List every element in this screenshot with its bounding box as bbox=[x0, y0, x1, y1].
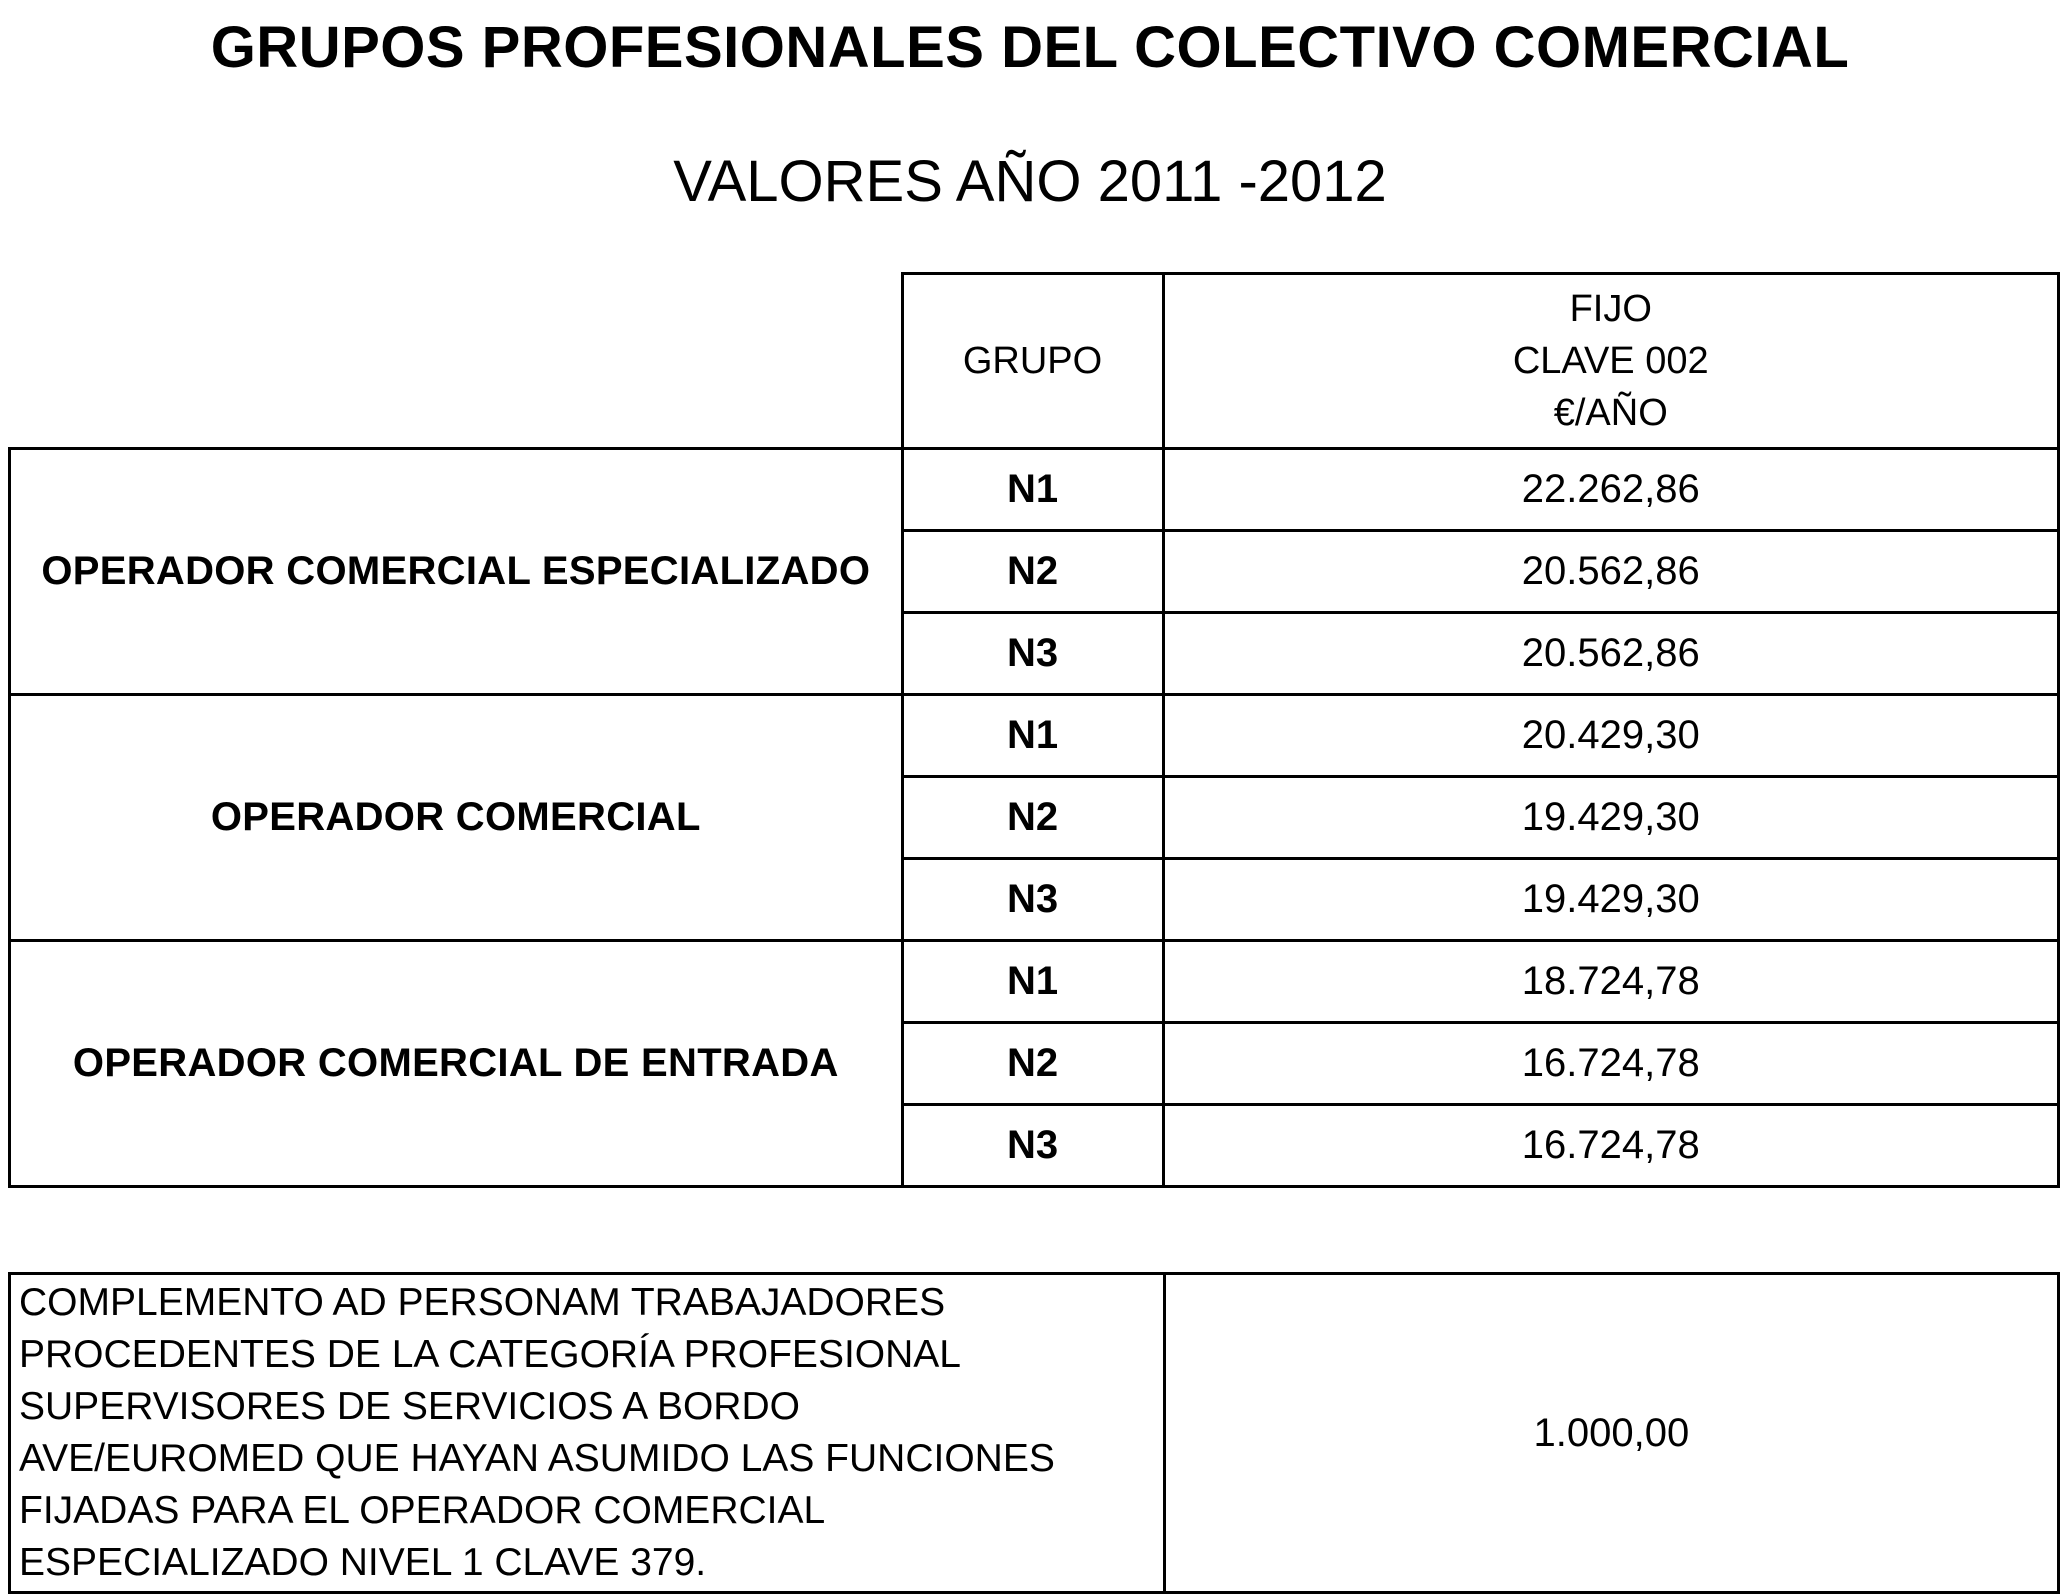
category-cell: OPERADOR COMERCIAL bbox=[10, 695, 903, 941]
complement-line: SUPERVISORES DE SERVICIOS A BORDO bbox=[19, 1385, 800, 1428]
category-cell: OPERADOR COMERCIAL DE ENTRADA bbox=[10, 941, 903, 1187]
complement-description bbox=[10, 1274, 1165, 1593]
complement-line: ESPECIALIZADO NIVEL 1 CLAVE 379. bbox=[19, 1541, 707, 1584]
level-cell: N1 bbox=[902, 695, 1163, 777]
level-cell: N2 bbox=[902, 531, 1163, 613]
level-cell: N1 bbox=[902, 449, 1163, 531]
value-cell: 18.724,78 bbox=[1163, 941, 2059, 1023]
level-cell: N2 bbox=[902, 777, 1163, 859]
column-header-fijo-line: CLAVE 002 bbox=[1512, 340, 1709, 382]
value-cell: 19.429,30 bbox=[1163, 859, 2059, 941]
category-cell: OPERADOR COMERCIAL ESPECIALIZADO bbox=[10, 449, 903, 695]
complement-line: PROCEDENTES DE LA CATEGORÍA PROFESIONAL bbox=[19, 1333, 961, 1376]
header-blank-cell bbox=[10, 274, 903, 449]
column-header-fijo-line: FIJO bbox=[1569, 288, 1652, 330]
column-header-fijo bbox=[1163, 274, 2059, 449]
value-cell: 20.562,86 bbox=[1163, 531, 2059, 613]
column-header-grupo: GRUPO bbox=[902, 274, 1163, 449]
value-cell: 16.724,78 bbox=[1163, 1105, 2059, 1187]
table-row bbox=[10, 941, 2059, 1023]
complement-table bbox=[8, 1272, 2060, 1594]
table-row bbox=[10, 449, 2059, 531]
complement-line: COMPLEMENTO AD PERSONAM TRABAJADORES bbox=[19, 1281, 946, 1324]
value-cell: 16.724,78 bbox=[1163, 1023, 2059, 1105]
page-subtitle: VALORES AÑO 2011 -2012 bbox=[673, 149, 1387, 214]
page-title: GRUPOS PROFESIONALES DEL COLECTIVO COMERCIAL bbox=[210, 15, 1850, 80]
value-cell: 20.429,30 bbox=[1163, 695, 2059, 777]
column-header-fijo-line: €/AÑO bbox=[1553, 392, 1668, 434]
value-cell: 20.562,86 bbox=[1163, 613, 2059, 695]
level-cell: N2 bbox=[902, 1023, 1163, 1105]
complement-value: 1.000,00 bbox=[1164, 1274, 2058, 1593]
complement-line: FIJADAS PARA EL OPERADOR COMERCIAL bbox=[19, 1489, 826, 1532]
value-cell: 22.262,86 bbox=[1163, 449, 2059, 531]
level-cell: N3 bbox=[902, 1105, 1163, 1187]
level-cell: N3 bbox=[902, 613, 1163, 695]
complement-row bbox=[10, 1274, 2059, 1593]
level-cell: N3 bbox=[902, 859, 1163, 941]
table-row bbox=[10, 695, 2059, 777]
complement-line: AVE/EUROMED QUE HAYAN ASUMIDO LAS FUNCIONES bbox=[19, 1437, 1055, 1480]
table-header-row bbox=[10, 274, 2059, 449]
value-cell: 19.429,30 bbox=[1163, 777, 2059, 859]
level-cell: N1 bbox=[902, 941, 1163, 1023]
salary-table bbox=[8, 272, 2060, 1188]
